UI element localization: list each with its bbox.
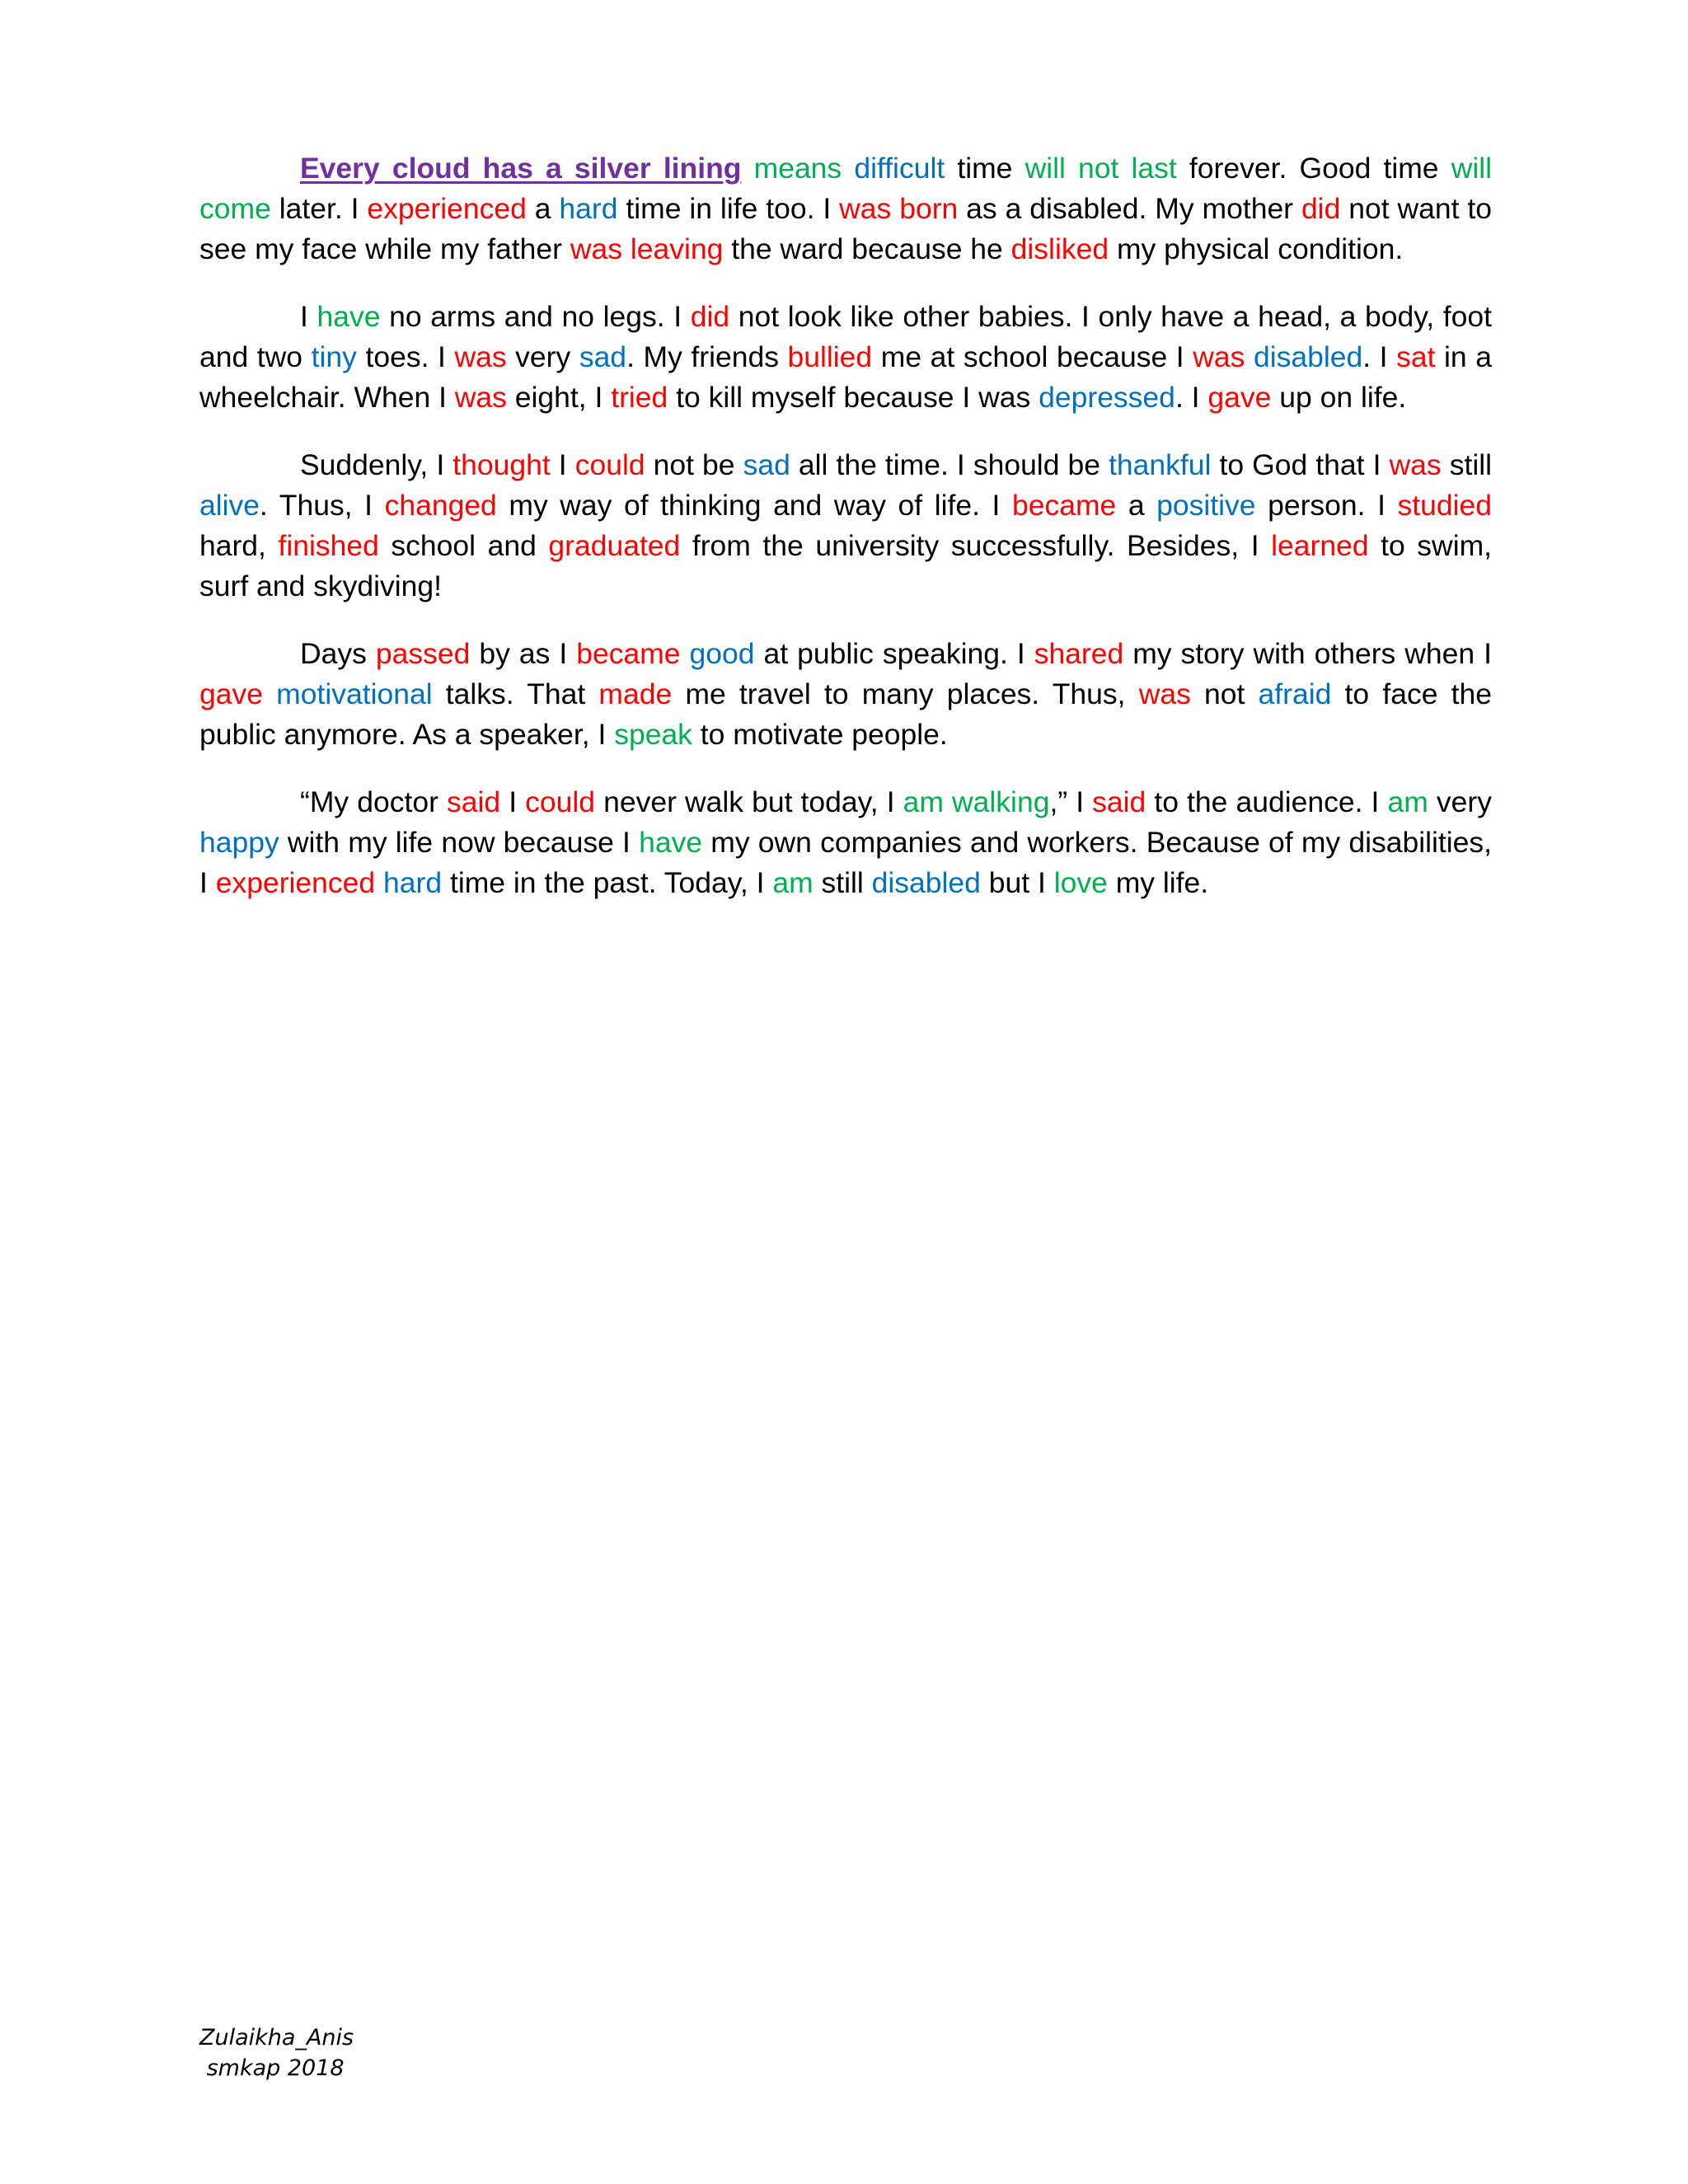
plain-text: up on life. xyxy=(1271,381,1407,414)
highlight-green: am xyxy=(1387,785,1428,818)
paragraph-1 xyxy=(199,148,1500,269)
plain-text: time in the past. Today, I xyxy=(442,866,773,899)
plain-text: my physical condition. xyxy=(1109,232,1404,265)
plain-text: very xyxy=(506,340,579,373)
highlight-red: was xyxy=(454,381,507,414)
plain-text: I xyxy=(500,785,526,818)
plain-text: me at school because I xyxy=(872,340,1193,373)
plain-text: the ward because he xyxy=(723,232,1011,265)
footer-school-year: smkap 2018 xyxy=(199,2055,345,2081)
highlight-blue: good xyxy=(689,637,755,670)
plain-text: hard, xyxy=(199,489,1500,562)
plain-text: in a wheelchair. When I xyxy=(199,340,1500,414)
highlight-red: was xyxy=(1138,677,1191,710)
plain-text: person. I xyxy=(1255,489,1398,522)
highlight-red: bullied xyxy=(787,340,873,373)
highlight-blue: hard xyxy=(383,866,443,899)
plain-text: my way of thinking and way of life. I xyxy=(496,489,1012,522)
highlight-red: did xyxy=(1301,192,1341,225)
plain-text: . I xyxy=(1362,340,1397,373)
plain-text: forever. Good time xyxy=(1176,152,1451,185)
plain-text: ,” I xyxy=(1049,785,1093,818)
plain-text: to God that I xyxy=(1211,448,1390,481)
plain-text: my own companies and workers. Because of my disabilities, I xyxy=(199,826,1500,899)
plain-text: Suddenly, I xyxy=(300,448,453,481)
highlight-red: disliked xyxy=(1010,232,1109,265)
plain-text: . I xyxy=(1175,381,1208,414)
plain-text: time xyxy=(945,152,1025,185)
plain-text: not look like other babies. I only have a head, a body, foot and two xyxy=(199,300,1500,373)
highlight-red: sat xyxy=(1396,340,1436,373)
plain-text: a xyxy=(1116,489,1157,522)
essay-body xyxy=(199,148,1500,930)
highlight-red: learned xyxy=(1271,529,1369,562)
highlight-green: speak xyxy=(614,718,692,751)
plain-text xyxy=(741,152,753,185)
plain-text: I xyxy=(550,448,575,481)
plain-text: I xyxy=(300,300,317,333)
highlight-blue: motivational xyxy=(276,677,433,710)
highlight-blue: sad xyxy=(579,340,627,373)
plain-text: not be xyxy=(645,448,743,481)
footer-signature xyxy=(199,2022,354,2083)
plain-text: to swim, surf and skydiving! xyxy=(199,529,1500,602)
plain-text: time in life too. I xyxy=(617,192,840,225)
plain-text: eight, I xyxy=(506,381,612,414)
highlight-blue: happy xyxy=(199,826,279,859)
highlight-blue: positive xyxy=(1156,489,1256,522)
plain-text: not xyxy=(1190,677,1259,710)
highlight-blue: depressed xyxy=(1039,381,1175,414)
plain-text xyxy=(1245,340,1254,373)
plain-text: . Thus, I xyxy=(260,489,385,522)
plain-text: my life. xyxy=(1107,866,1209,899)
plain-text: me travel to many places. Thus, xyxy=(672,677,1139,710)
plain-text: but I xyxy=(980,866,1054,899)
highlight-red: was xyxy=(1389,448,1442,481)
highlight-red: could xyxy=(525,785,596,818)
highlight-red: shared xyxy=(1034,637,1124,670)
highlight-green: will not last xyxy=(1025,152,1177,185)
plain-text: very xyxy=(1428,785,1500,818)
plain-text: to face the public anymore. As a speaker, I xyxy=(199,677,1500,751)
highlight-green: am walking xyxy=(903,785,1050,818)
plain-text: all the time. I should be xyxy=(790,448,1109,481)
highlight-green: have xyxy=(639,826,703,859)
highlight-green: have xyxy=(316,300,381,333)
highlight-red: gave xyxy=(1207,381,1272,414)
plain-text xyxy=(375,866,383,899)
highlight-red: finished xyxy=(278,529,379,562)
highlight-red: was xyxy=(454,340,507,373)
plain-text: as a disabled. My mother xyxy=(958,192,1301,225)
highlight-green: means xyxy=(753,152,842,185)
highlight-red: became xyxy=(576,637,681,670)
highlight-red: said xyxy=(1092,785,1146,818)
footer-author: Zulaikha_Anis xyxy=(199,2025,354,2050)
plain-text: with my life now because I xyxy=(279,826,640,859)
plain-text: to kill myself because I was xyxy=(668,381,1039,414)
plain-text: a xyxy=(526,192,560,225)
plain-text: later. I xyxy=(270,192,368,225)
highlight-green: will come xyxy=(199,152,1500,225)
plain-text: never walk but today, I xyxy=(595,785,903,818)
highlight-red: changed xyxy=(384,489,497,522)
highlight-red: said xyxy=(446,785,501,818)
highlight-red: gave xyxy=(199,677,263,710)
plain-text: to motivate people. xyxy=(692,718,948,751)
highlight-green: am xyxy=(772,866,814,899)
highlight-blue: hard xyxy=(559,192,618,225)
highlight-red: was born xyxy=(839,192,959,225)
plain-text: my story with others when I xyxy=(1123,637,1500,670)
highlight-red: could xyxy=(574,448,645,481)
paragraph-2 xyxy=(199,297,1500,418)
plain-text xyxy=(263,677,276,710)
highlight-blue: sad xyxy=(743,448,790,481)
highlight-blue: tiny xyxy=(311,340,357,373)
highlight-blue: disabled xyxy=(1253,340,1363,373)
highlight-red: passed xyxy=(375,637,471,670)
highlight-red: made xyxy=(598,677,673,710)
plain-text: to the audience. I xyxy=(1146,785,1388,818)
highlight-red: did xyxy=(690,300,730,333)
essay-title-phrase: Every cloud has a silver lining xyxy=(300,152,742,185)
plain-text: still xyxy=(1441,448,1500,481)
highlight-red: experienced xyxy=(367,192,527,225)
plain-text: no arms and no legs. I xyxy=(380,300,691,333)
highlight-red: tried xyxy=(611,381,668,414)
highlight-red: was xyxy=(1193,340,1245,373)
highlight-red: was leaving xyxy=(570,232,724,265)
plain-text xyxy=(681,637,690,670)
highlight-blue: disabled xyxy=(871,866,981,899)
highlight-blue: alive xyxy=(199,489,260,522)
plain-text: . My friends xyxy=(626,340,788,373)
highlight-red: studied xyxy=(1397,489,1492,522)
paragraph-5 xyxy=(199,782,1500,903)
highlight-blue: difficult xyxy=(854,152,945,185)
plain-text: still xyxy=(813,866,872,899)
highlight-blue: afraid xyxy=(1258,677,1332,710)
paragraph-4 xyxy=(199,634,1500,755)
plain-text: Days xyxy=(300,637,376,670)
plain-text xyxy=(842,152,854,185)
plain-text: not want to see my face while my father xyxy=(199,192,1500,265)
highlight-red: became xyxy=(1011,489,1117,522)
highlight-red: experienced xyxy=(215,866,376,899)
highlight-green: love xyxy=(1053,866,1108,899)
plain-text: by as I xyxy=(470,637,577,670)
highlight-red: graduated xyxy=(548,529,681,562)
highlight-red: thought xyxy=(452,448,551,481)
plain-text: from the university successfully. Besides, I xyxy=(680,529,1272,562)
plain-text: toes. I xyxy=(356,340,455,373)
highlight-blue: thankful xyxy=(1109,448,1212,481)
plain-text: talks. That xyxy=(432,677,599,710)
plain-text: school and xyxy=(378,529,549,562)
plain-text: at public speaking. I xyxy=(754,637,1034,670)
paragraph-3 xyxy=(199,445,1500,607)
plain-text: “My doctor xyxy=(300,785,447,818)
